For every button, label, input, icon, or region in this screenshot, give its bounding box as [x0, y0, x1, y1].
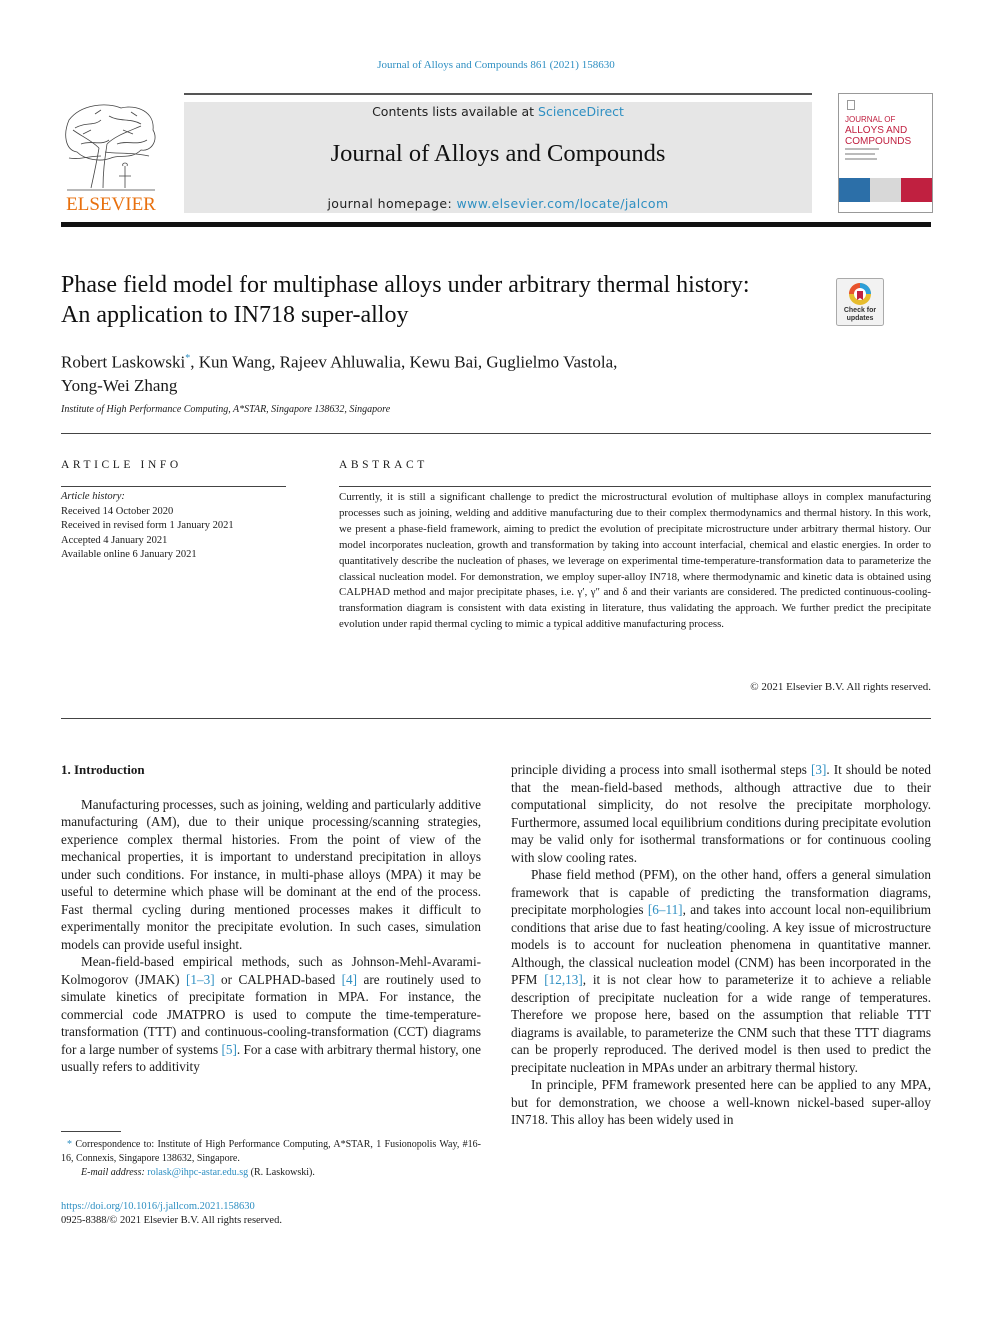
banner-top-rule: [184, 93, 812, 95]
footnote-rule: [61, 1131, 121, 1132]
article-info-heading: ARTICLE INFO: [61, 459, 182, 471]
email-suffix: (R. Laskowski).: [248, 1167, 315, 1178]
intro-paragraph-2: [61, 953, 481, 1076]
abstract-heading: ABSTRACT: [339, 459, 428, 471]
cover-title-line3: COMPOUNDS: [845, 136, 912, 147]
article-info-rule: [61, 486, 286, 487]
abstract-text: Currently, it is still a significant challenge to predict the microstructural evolution of multiphase alloys in complex manufacturing processes such as joining, welding and additive manufacturing due to their complex thermodynamics and thermal history. In this work, we present a phase-field framework, aiming to predict the evolution of precipitate microstructure under arbitrary thermal history. Our model incorporates nucleation, growth and transformation by taking into account interfacial, chemical and elastic energies. In order to quantitatively describe the nucleation of phases, we leverage on experimental time-temperature-transformation data to parameterize the classical nucleation model. For demonstration, we employ super-alloy IN718, where thermodynamic and kinetic data is obtained using CALPHAD method and major precipitate phases, i.e. γ′, γ″ and δ and their variants are considered. The predicted continuous-cooling-transformation diagram is consistent with data existing in literature, thus validating the approach. We further predict the precipitate evolution under rapid thermal cycling to mimic a typical additive manufacturing process.: [339, 491, 931, 631]
article-title: [61, 270, 821, 330]
abstract-copyright: © 2021 Elsevier B.V. All rights reserved.: [750, 681, 931, 693]
text-span: . For a case with arbitrary thermal history, one usually refers to additivity: [61, 1041, 481, 1074]
citation-link[interactable]: [4]: [341, 971, 358, 987]
text-span: . It should be noted that the mean-field-based methods, although attractive due to their computational simplicity, do not resolve the precipitate morphology. Furthermore, assumed local equilibrium conditions during precipitate evolution may be valid only for isothermal transformations or for continuous cooling with slow cooling rates.: [511, 762, 931, 865]
text-span: or CALPHAD-based: [214, 971, 342, 987]
email-label: E-mail address:: [81, 1167, 148, 1178]
journal-title: Journal of Alloys and Compounds: [330, 140, 666, 167]
citation-link[interactable]: [5]: [221, 1041, 237, 1057]
publisher-name: ELSEVIER: [66, 194, 156, 214]
right-column: [511, 761, 931, 1129]
history-revised: Received in revised form 1 January 2021: [61, 520, 234, 532]
abstract-divider: [61, 718, 931, 719]
text-span: Phase field method (PFM), on the other hand, offers a general simulation framework that is capable of predicting the transformation diagrams, precipitate morphologies: [511, 867, 931, 917]
abstract-rule: [339, 486, 931, 487]
email-link[interactable]: rolask@ihpc-astar.edu.sg: [147, 1167, 249, 1178]
header-divider: [61, 222, 931, 227]
history-accepted: Accepted 4 January 2021: [61, 534, 168, 546]
affiliation-divider: [61, 433, 931, 434]
check-for-updates-badge[interactable]: [836, 278, 884, 326]
intro-paragraph-1: Manufacturing processes, such as joining, welding and particularly additive manufacturing (AM), due to their unique processing/scanning strategies, experience complex thermal histories. From the point of view of the mechanical properties, it is important to understand precipitation in alloys under such conditions. For instance, in multi-phase alloys (MPA) it may be useful to determine which phase will be dominant at the end of the process. Fast thermal cycling during mentioned processes makes it difficult to experimentally monitor the precipitate evolution. In such cases, simulation models can provide useful insight.: [61, 796, 481, 952]
homepage-prefix: journal homepage:: [327, 196, 457, 211]
issn-line: 0925-8388/© 2021 Elsevier B.V. All rights reserved.: [61, 1215, 282, 1226]
history-label: Article history:: [61, 491, 125, 502]
doi-link[interactable]: https://doi.org/10.1016/j.jallcom.2021.158630: [61, 1201, 255, 1212]
right-paragraph-3: In principle, PFM framework presented here can be applied to any MPA, but for demonstration, we choose a well-known nickel-based super-alloy IN718. This alloy has been widely used in: [511, 1077, 931, 1127]
homepage-line: [184, 196, 812, 211]
elsevier-logo: [61, 100, 161, 214]
text-span: are routinely used to simulate kinetics of precipitate formation in MPA. For instance, the commercial code JMATPRO is used to compute the time-temperature-transformation (TTT) and continuous-cooling-transformation (CCT) diagrams for a large number of systems: [61, 971, 482, 1057]
corresponding-author-marker[interactable]: *: [185, 353, 191, 364]
article-history: [61, 490, 286, 563]
authors-rest: , Kun Wang, Rajeev Ahluwalia, Kewu Bai, Guglielmo Vastola,: [190, 352, 618, 372]
homepage-link[interactable]: www.elsevier.com/locate/jalcom: [456, 196, 669, 211]
citation-link[interactable]: [3]: [811, 762, 827, 777]
citation-link[interactable]: [6–11]: [647, 902, 683, 917]
footnote: [61, 1138, 481, 1180]
citation-link[interactable]: [12,13]: [544, 972, 583, 987]
text-span: principle dividing a process into small isothermal steps: [511, 762, 811, 777]
text-span: , and takes into account local non-equilibrium conditions that arise due to fast heating/cooling. A key issue of microstructure models is to account for nucleation phenomena in quantitative manner. Although, the classical nucleation model (CNM) has been incorporated in the PFM: [511, 902, 931, 987]
right-paragraph-1: [511, 761, 931, 866]
citation-link[interactable]: [1–3]: [186, 971, 215, 987]
author-first[interactable]: Robert Laskowski: [61, 352, 186, 372]
history-received: Received 14 October 2020: [61, 505, 174, 517]
contents-prefix: Contents lists available at: [372, 104, 539, 119]
title-line2: An application to IN718 super-alloy: [61, 302, 409, 328]
footnote-marker: *: [67, 1139, 72, 1150]
doi-block: [61, 1200, 282, 1228]
contents-line: [184, 104, 812, 119]
cover-title-line1: JOURNAL OF: [845, 115, 896, 124]
text-span: , it is not clear how to parameterize it to achieve a reliable description of precipitate nucleation for a wide range of temperatures. Therefore we propose here, based on the assumption that reliable TTT diagrams is available, to parameterize the CNM such that these TTT diagrams can be properly reproduced. The derived model is then used to predict the precipitate nucleation in MPAs under an arbitrary thermal history.: [511, 972, 931, 1075]
footnote-text: Correspondence to: Institute of High Performance Computing, A*STAR, 1 Fusionopolis Way, #16-16, Connexis, Singapore 138632, Singapore.: [61, 1139, 481, 1164]
affiliation: Institute of High Performance Computing, A*STAR, Singapore 138632, Singapore: [61, 404, 391, 415]
text-span: Mean-field-based empirical methods, such as Johnson-Mehl-Avarami-Kolmogorov (JMAK): [61, 954, 481, 987]
journal-reference[interactable]: Journal of Alloys and Compounds 861 (2021) 158630: [377, 59, 615, 71]
right-paragraph-2: [511, 866, 931, 1076]
elsevier-tree-icon: [61, 100, 161, 214]
section-heading-introduction: 1. Introduction: [61, 762, 145, 777]
author-list: [61, 347, 781, 397]
authors-line2: Yong-Wei Zhang: [61, 375, 178, 395]
title-line1: Phase field model for multiphase alloys under arbitrary thermal history:: [61, 272, 750, 298]
check-for-updates-label: Check for updates: [843, 307, 877, 322]
sciencedirect-link[interactable]: ScienceDirect: [538, 104, 624, 119]
left-column: [61, 761, 481, 1076]
journal-cover-thumbnail[interactable]: [838, 93, 933, 213]
cover-title-line2: ALLOYS AND: [845, 125, 908, 136]
history-online: Available online 6 January 2021: [61, 549, 197, 561]
